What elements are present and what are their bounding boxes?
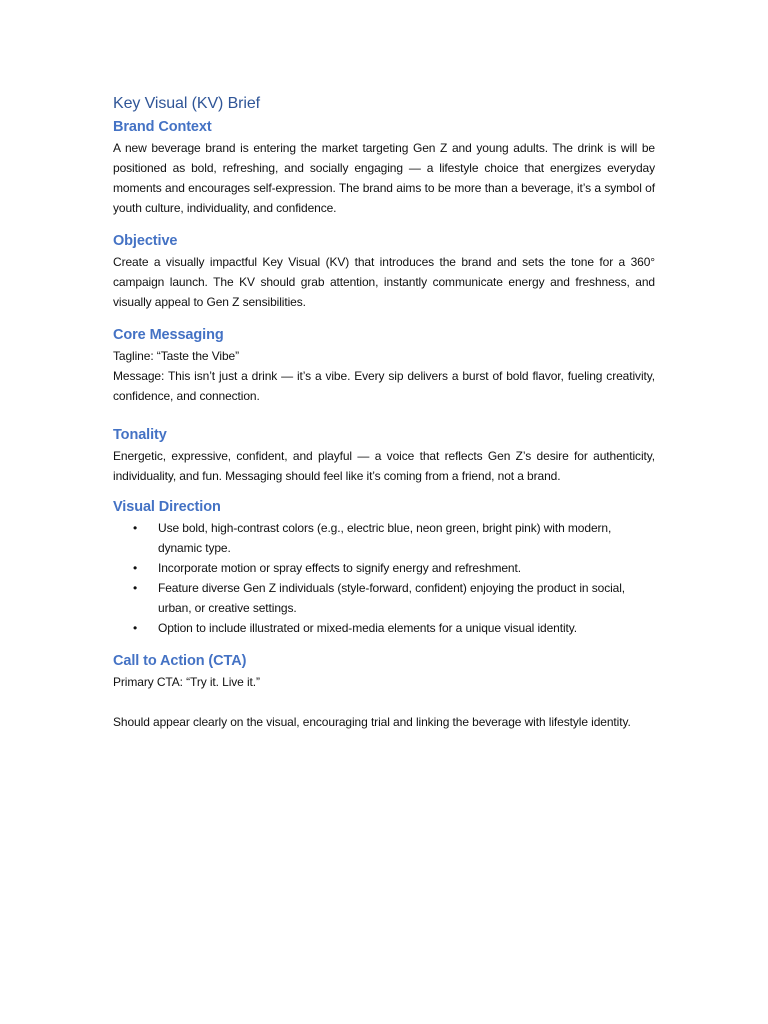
- tonality-body: Energetic, expressive, confident, and playful — a voice that reflects Gen Z’s desire for authenticity, individuality, and fun. Messaging should feel like it’s coming from a friend, not a brand.: [113, 449, 655, 483]
- bullet-icon: •: [133, 561, 138, 575]
- tonality-heading: Tonality: [113, 427, 167, 443]
- message-text: Message: This isn’t just a drink — it’s a vibe. Every sip delivers a burst of bold flavor, fueling creativity, confidence, and connection.: [113, 369, 655, 403]
- primary-cta-text: Primary CTA: “Try it. Live it.”: [113, 675, 260, 689]
- brand-context-heading: Brand Context: [113, 119, 212, 135]
- list-item: [113, 558, 655, 578]
- bullet-text: Use bold, high-contrast colors (e.g., electric blue, neon green, bright pink) with modern, dynamic type.: [158, 521, 612, 555]
- bullet-text: Incorporate motion or spray effects to signify energy and refreshment.: [158, 561, 521, 575]
- list-item: [113, 578, 655, 618]
- bullet-text: Option to include illustrated or mixed-media elements for a unique visual identity.: [158, 621, 578, 635]
- bullet-icon: •: [133, 621, 138, 635]
- cta-heading: Call to Action (CTA): [113, 653, 247, 669]
- tagline-text: Tagline: “Taste the Vibe”: [113, 349, 240, 363]
- visual-direction-heading: Visual Direction: [113, 499, 221, 515]
- bullet-icon: •: [133, 521, 138, 535]
- bullet-text: Feature diverse Gen Z individuals (style-forward, confident) enjoying the product in social, urban, or creative settings.: [158, 581, 626, 615]
- cta-body: Should appear clearly on the visual, encouraging trial and linking the beverage with lifestyle identity.: [113, 715, 631, 729]
- document-title: Key Visual (KV) Brief: [113, 95, 260, 112]
- objective-heading: Objective: [113, 233, 178, 249]
- list-item: [113, 618, 655, 638]
- bullet-icon: •: [133, 581, 138, 595]
- brand-context-body: A new beverage brand is entering the market targeting Gen Z and young adults. The drink is will be positioned as bold, refreshing, and socially engaging — a lifestyle choice that energizes everyday moments and encourages self-expression. The brand aims to be more than a beverage, it’s a symbol of youth culture, individuality, and confidence.: [113, 141, 655, 215]
- list-item: [113, 518, 655, 558]
- visual-direction-list: [113, 518, 655, 638]
- core-messaging-heading: Core Messaging: [113, 327, 224, 343]
- objective-body: Create a visually impactful Key Visual (KV) that introduces the brand and sets the tone for a 360° campaign launch. The KV should grab attention, instantly communicate energy and freshness, and visually appeal to Gen Z sensibilities.: [113, 255, 655, 309]
- document-page: [113, 92, 655, 732]
